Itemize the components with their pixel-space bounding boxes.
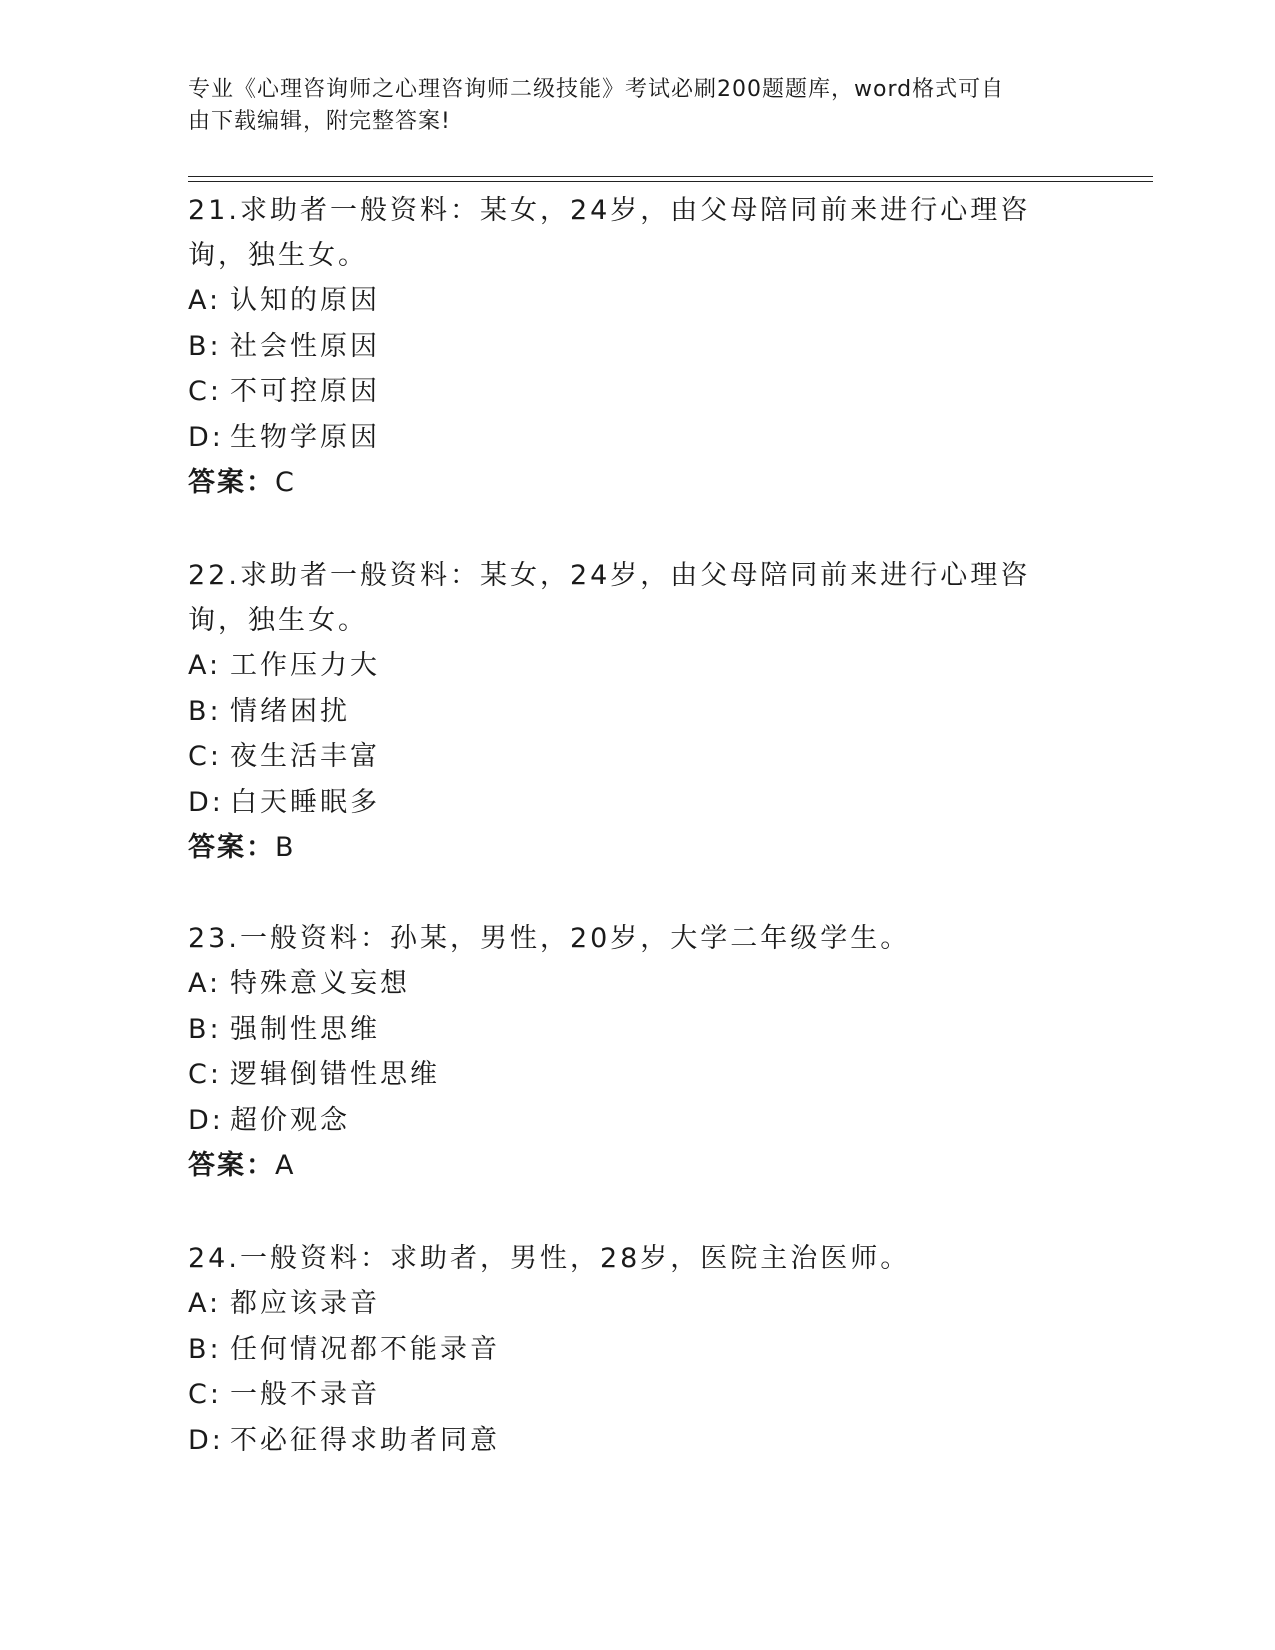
answer-label: 答案： xyxy=(188,1150,275,1181)
option-letter: C: xyxy=(188,1059,222,1090)
answer-line xyxy=(188,460,1088,505)
option-text: 生物学原因 xyxy=(230,421,380,453)
option-text: 逻辑倒错性思维 xyxy=(230,1059,440,1090)
header-line-1: 专业《心理咨询师之心理咨询师二级技能》考试必刷200题题库，word格式可自 xyxy=(188,77,1005,102)
option-text: 任何情况都不能录音 xyxy=(230,1333,500,1365)
option-c xyxy=(188,369,1088,415)
option-text: 认知的原因 xyxy=(230,285,380,316)
option-text: 夜生活丰富 xyxy=(230,741,380,772)
option-c xyxy=(188,1052,1088,1098)
question-22 xyxy=(188,553,1088,870)
answer-label: 答案： xyxy=(188,467,275,498)
option-b xyxy=(188,689,1088,735)
option-text: 情绪困扰 xyxy=(230,695,350,727)
option-text: 社会性原因 xyxy=(230,330,380,362)
option-letter: A: xyxy=(188,1288,222,1319)
option-letter: C: xyxy=(188,741,222,772)
header-line-2: 由下载编辑，附完整答案! xyxy=(188,109,451,134)
option-b xyxy=(188,1007,1088,1053)
option-b xyxy=(188,324,1088,370)
option-a xyxy=(188,278,1088,324)
answer-line xyxy=(188,1143,1088,1188)
option-d xyxy=(188,780,1088,826)
question-stem: 22.求助者一般资料：某女，24岁，由父母陪同前来进行心理咨询，独生女。 xyxy=(188,560,1031,636)
answer-line xyxy=(188,825,1088,870)
question-stem: 24.一般资料：求助者，男性，28岁，医院主治医师。 xyxy=(188,1243,911,1274)
option-letter: B: xyxy=(188,1013,222,1045)
option-letter: D: xyxy=(188,421,224,453)
answer-value: A xyxy=(275,1150,296,1181)
option-text: 都应该录音 xyxy=(230,1288,380,1319)
question-24 xyxy=(188,1236,1088,1463)
option-letter: A: xyxy=(188,968,222,999)
option-text: 不可控原因 xyxy=(230,376,380,407)
option-d xyxy=(188,415,1088,461)
option-a xyxy=(188,643,1088,689)
option-text: 白天睡眠多 xyxy=(230,786,380,818)
option-text: 强制性思维 xyxy=(230,1013,380,1045)
option-letter: A: xyxy=(188,285,222,316)
option-letter: C: xyxy=(188,376,222,407)
header-divider-top xyxy=(188,176,1153,177)
option-text: 不必征得求助者同意 xyxy=(230,1424,500,1456)
option-c xyxy=(188,1372,1088,1418)
answer-label: 答案： xyxy=(188,832,275,863)
option-d xyxy=(188,1418,1088,1464)
option-letter: A: xyxy=(188,650,222,681)
option-letter: C: xyxy=(188,1379,222,1410)
option-letter: D: xyxy=(188,1104,224,1136)
document-header xyxy=(188,74,1078,138)
answer-value: B xyxy=(275,832,296,863)
option-letter: B: xyxy=(188,695,222,727)
option-b xyxy=(188,1327,1088,1373)
question-21 xyxy=(188,188,1088,505)
option-c xyxy=(188,734,1088,780)
question-stem: 23.一般资料：孙某，男性，20岁，大学二年级学生。 xyxy=(188,923,911,954)
option-d xyxy=(188,1098,1088,1144)
question-23 xyxy=(188,916,1088,1188)
option-text: 一般不录音 xyxy=(230,1379,380,1410)
option-a xyxy=(188,1281,1088,1327)
option-letter: B: xyxy=(188,330,222,362)
question-stem: 21.求助者一般资料：某女，24岁，由父母陪同前来进行心理咨询，独生女。 xyxy=(188,195,1031,271)
header-divider-bottom xyxy=(188,181,1153,182)
option-letter: D: xyxy=(188,786,224,818)
option-letter: B: xyxy=(188,1333,222,1365)
option-text: 超价观念 xyxy=(230,1104,350,1136)
option-text: 工作压力大 xyxy=(230,650,380,681)
answer-value: C xyxy=(275,467,296,498)
option-a xyxy=(188,961,1088,1007)
option-letter: D: xyxy=(188,1424,224,1456)
option-text: 特殊意义妄想 xyxy=(230,968,410,999)
